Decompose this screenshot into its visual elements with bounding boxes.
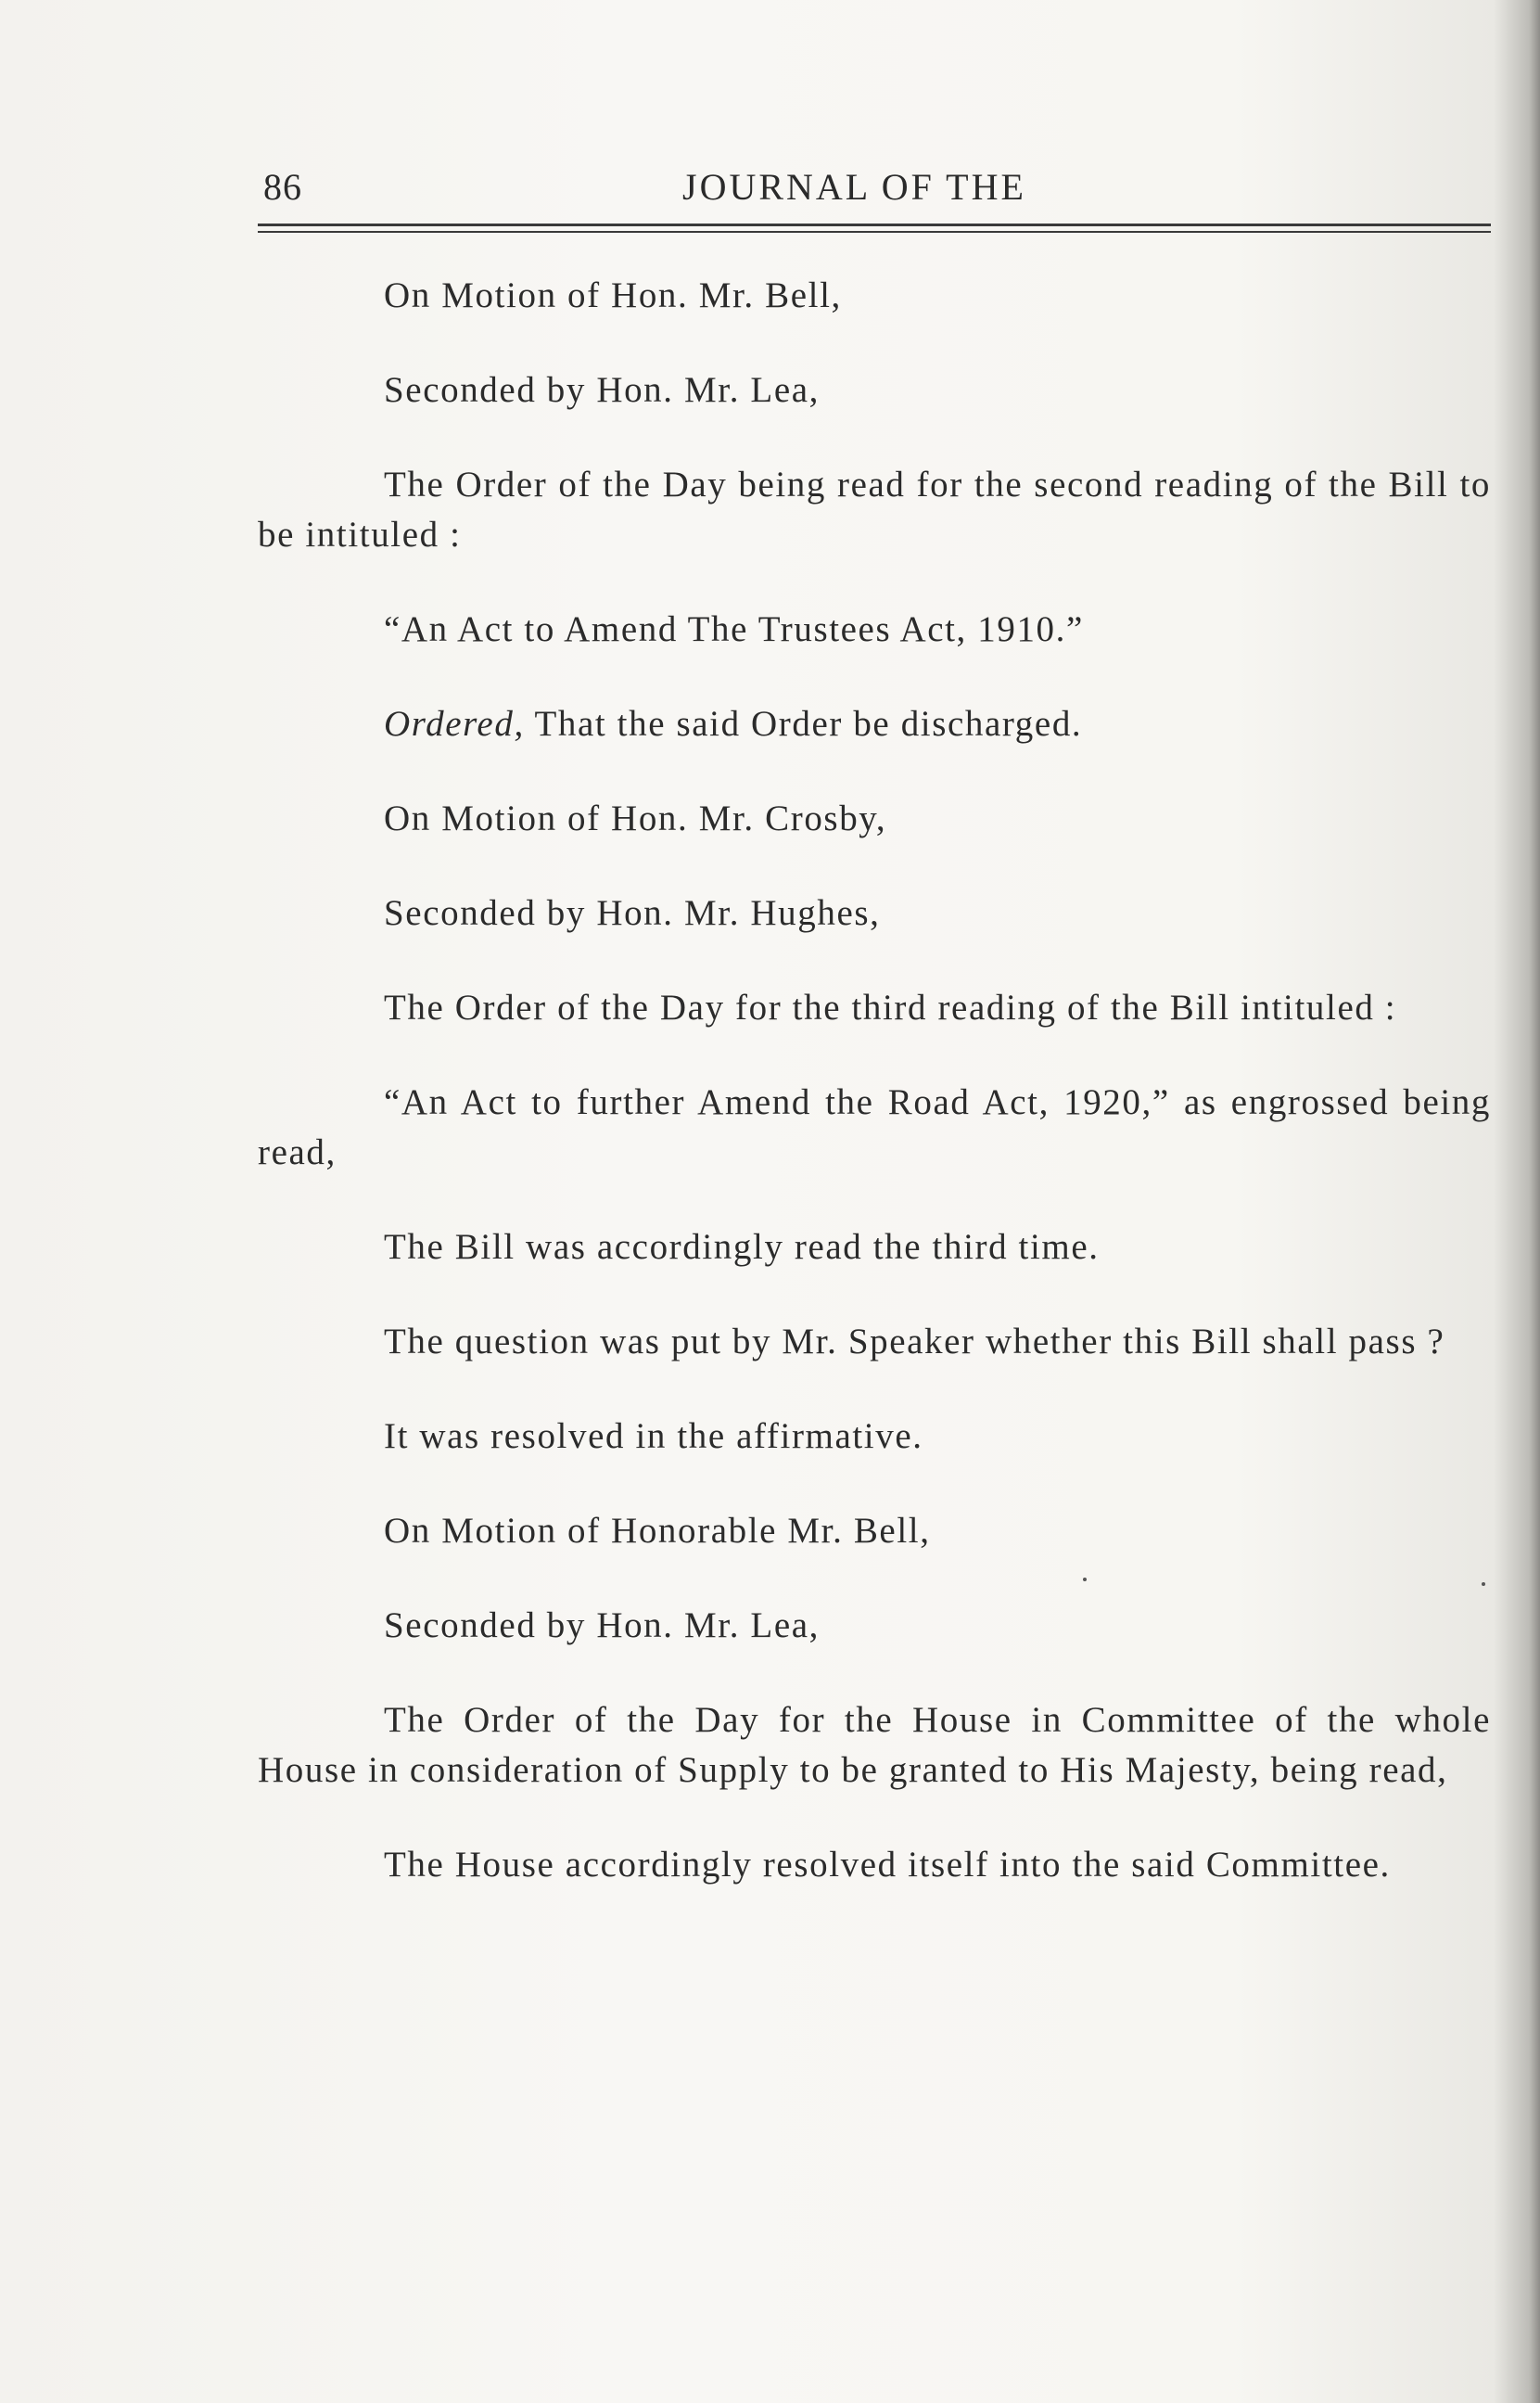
paragraph-order-third-reading: The Order of the Day for the third reading of the Bill intituled : — [384, 988, 1397, 1028]
paragraph-bill-title-trustees: “An Act to Amend The Trustees Act, 1910.” — [384, 609, 1084, 649]
paragraph-bill-title-road: “An Act to further Amend the Road Act, 1920,” as engrossed being read, — [258, 1082, 1491, 1172]
print-speck — [1482, 1582, 1485, 1586]
journal-body — [258, 271, 1491, 1935]
paragraph-question-put: The question was put by Mr. Speaker whether this Bill shall pass ? — [384, 1322, 1445, 1361]
paragraph-seconded-lea: Seconded by Hon. Mr. Lea, — [384, 370, 820, 410]
running-head: JOURNAL OF THE — [682, 166, 1026, 208]
page-number: 86 — [263, 166, 302, 208]
paragraph-order-second-reading: The Order of the Day being read for the second reading of the Bill to be intituled : — [258, 465, 1491, 555]
paragraph-seconded-hughes: Seconded by Hon. Mr. Hughes, — [384, 893, 881, 933]
paragraph-order-supply: The Order of the Day for the House in Committee of the whole House in consideration of Supply to be granted to His Majesty, being read, — [258, 1700, 1491, 1790]
header-rule-top — [258, 224, 1491, 226]
header-rule-bottom — [258, 231, 1491, 233]
paragraph-seconded-lea-2: Seconded by Hon. Mr. Lea, — [384, 1605, 820, 1645]
paragraph-ordered-discharged — [258, 699, 1491, 749]
ordered-text: That the said Order be discharged. — [524, 704, 1083, 744]
paragraph-bill-read-third: The Bill was accordingly read the third time. — [384, 1227, 1100, 1267]
print-speck — [1083, 1578, 1087, 1581]
paragraph-motion-honorable-bell: On Motion of Honorable Mr. Bell, — [384, 1511, 931, 1551]
ordered-label: Ordered, — [384, 704, 525, 744]
paragraph-resolved-affirmative: It was resolved in the affirmative. — [384, 1416, 923, 1456]
paragraph-motion-crosby: On Motion of Hon. Mr. Crosby, — [384, 799, 887, 838]
paragraph-motion-bell: On Motion of Hon. Mr. Bell, — [384, 275, 842, 315]
paragraph-house-committee: The House accordingly resolved itself into the said Committee. — [384, 1845, 1391, 1885]
page-header — [258, 158, 1491, 213]
